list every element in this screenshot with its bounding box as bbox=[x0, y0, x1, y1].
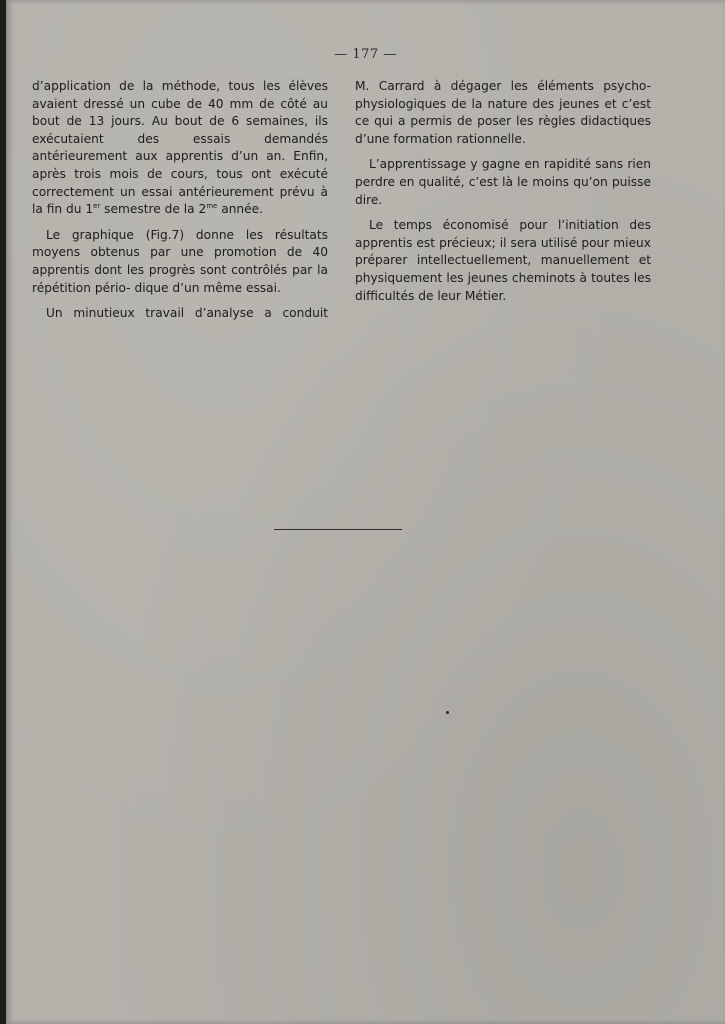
left-paragraph-3 bbox=[32, 305, 328, 323]
left-p1-line-7b: semestre de la 2 bbox=[100, 202, 207, 217]
right-p3-line-5: difficultés de leur Métier. bbox=[355, 288, 507, 303]
left-p3-line-1: Un minutieux travail d’analyse a conduit bbox=[46, 306, 328, 321]
left-p2-line-1: Le graphique (Fig.7) donne les résultats moyens bbox=[32, 227, 328, 260]
right-paragraph-1 bbox=[355, 78, 651, 148]
right-paragraph-3 bbox=[355, 217, 651, 305]
left-p1-line-2: dressé un cube de 40 mm de côté au bout de bbox=[32, 96, 329, 129]
superscript-er: er bbox=[93, 202, 101, 211]
paper-speck bbox=[446, 711, 449, 714]
left-paragraph-2 bbox=[32, 227, 328, 297]
superscript-me: me bbox=[206, 202, 218, 211]
right-paragraph-2 bbox=[355, 156, 651, 209]
right-p3-line-4: physiquement les jeunes cheminots à toutes les bbox=[355, 270, 651, 285]
right-p3-line-1: Le temps économisé pour l’initiation des bbox=[369, 218, 651, 233]
right-p1-line-1: M. Carrard à dégager les éléments psycho- bbox=[355, 79, 651, 93]
left-p1-line-7c: année. bbox=[217, 202, 264, 217]
page-number: — 177 — bbox=[334, 47, 397, 62]
left-p1-line-1: d’application de la méthode, tous les élèves avaient bbox=[32, 79, 328, 111]
left-p1-line-3: 13 jours. Au bout de 6 semaines, ils exécutaient bbox=[32, 114, 328, 146]
left-p1-line-5: d’un an. Enfin, après trois mois de cours, tous ont bbox=[32, 149, 329, 181]
right-p3-line-3: préparer intellectuellement, manuellement et bbox=[355, 253, 651, 268]
right-p1-line-2: physiologiques de la nature des jeunes et c’est bbox=[355, 96, 651, 111]
left-p1-line-7a: prévu à la fin du 1 bbox=[32, 184, 329, 217]
left-p2-line-2: obtenus par une promotion de 40 apprentis dont bbox=[32, 245, 329, 277]
right-p2-line-1: L’apprentissage y gagne en rapidité sans rien bbox=[369, 157, 651, 172]
right-column bbox=[355, 78, 651, 313]
section-separator-rule bbox=[274, 529, 402, 530]
right-p1-line-4: d’une formation rationnelle. bbox=[355, 131, 526, 146]
left-p2-line-4: dique d’un même essai. bbox=[134, 280, 281, 295]
right-p2-line-3: dire. bbox=[355, 192, 383, 207]
right-p2-line-2: perdre en qualité, c’est là le moins qu’on puisse bbox=[355, 174, 651, 189]
document-page bbox=[6, 0, 725, 1024]
left-column bbox=[32, 78, 328, 331]
left-p1-line-4: des essais demandés antérieurement aux apprentis bbox=[32, 131, 328, 164]
left-paragraph-1 bbox=[32, 78, 328, 219]
right-p1-line-3: ce qui a permis de poser les règles didactiques bbox=[355, 114, 651, 129]
left-p1-line-6: exécuté correctement un essai antérieurement bbox=[32, 166, 329, 199]
left-p2-line-3: les progrès sont contrôlés par la répétition pério- bbox=[32, 262, 328, 295]
right-p3-line-2: apprentis est précieux; il sera utilisé pour mieux bbox=[355, 235, 651, 250]
